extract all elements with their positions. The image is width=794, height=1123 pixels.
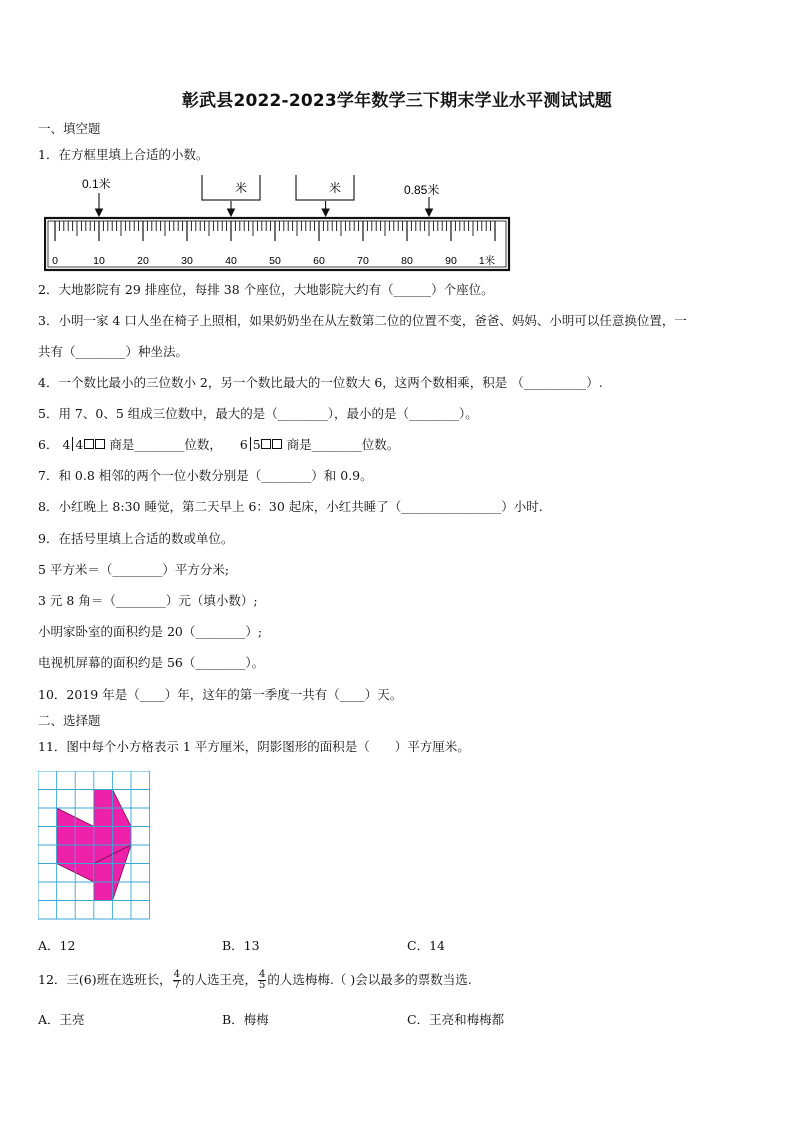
question-8: 8．小红晚上 8:30 睡觉，第二天早上 6：30 起床，小红共睡了（________________）小时. bbox=[38, 499, 543, 514]
division-2-divisor: 6 bbox=[239, 437, 248, 452]
question-11-option-c[interactable]: C．14 bbox=[407, 938, 445, 953]
digit-box bbox=[261, 439, 271, 449]
division-1-dividend: 4 bbox=[75, 437, 84, 452]
fraction-numerator: 4 bbox=[259, 969, 266, 980]
pointer-arrow-head bbox=[228, 209, 235, 216]
ruler-tick-label: 40 bbox=[225, 255, 237, 267]
section-fill-in-heading: 一、填空题 bbox=[38, 121, 101, 136]
question-11-option-a[interactable]: A．12 bbox=[38, 938, 76, 953]
division-2-dividend: 5 bbox=[252, 437, 261, 452]
question-12-option-a[interactable]: A．王亮 bbox=[38, 1012, 85, 1027]
pointer-arrow-head bbox=[426, 209, 433, 216]
division-bracket bbox=[250, 437, 251, 451]
question-11-option-b[interactable]: B．13 bbox=[222, 938, 260, 953]
question-10: 10．2019 年是（____）年，这年的第一季度一共有（____）天。 bbox=[38, 687, 403, 702]
page-title: 彰武县2022-2023学年数学三下期末学业水平测试试题 bbox=[181, 91, 613, 111]
division-1-divisor: 4 bbox=[62, 437, 71, 452]
answer-box-2[interactable] bbox=[296, 175, 354, 200]
question-12 bbox=[38, 970, 472, 991]
question-9c: 小明家卧室的面积约是 20（________）; bbox=[38, 624, 263, 639]
ruler-arrows bbox=[96, 193, 433, 216]
fraction-four-sevenths bbox=[173, 970, 181, 991]
question-12-option-b[interactable]: B．梅梅 bbox=[222, 1012, 269, 1027]
ruler-tick-label: 90 bbox=[445, 255, 457, 267]
question-9d: 电视机屏幕的面积约是 56（________）。 bbox=[38, 655, 265, 670]
fraction-numerator: 4 bbox=[173, 969, 180, 980]
division-2 bbox=[240, 437, 283, 452]
fraction-denominator: 5 bbox=[259, 980, 266, 991]
ruler-tick-label: 0 bbox=[52, 255, 58, 267]
ruler-tick-labels bbox=[52, 254, 496, 267]
question-9a: 5 平方米＝（________）平方分米; bbox=[38, 562, 230, 577]
question-5: 5．用 7、0、5 组成三位数中，最大的是（________），最小的是（________）。 bbox=[38, 406, 478, 421]
ruler-tick-label: 30 bbox=[181, 255, 193, 267]
question-1: 1．在方框里填上合适的小数。 bbox=[38, 147, 209, 162]
digit-box bbox=[95, 439, 105, 449]
answer-box-1-unit: 米 bbox=[235, 181, 248, 195]
ruler-label-right: 0.85米 bbox=[404, 183, 440, 197]
fraction-denominator: 7 bbox=[173, 980, 180, 991]
division-1 bbox=[62, 437, 105, 452]
ruler-figure bbox=[44, 175, 514, 273]
ruler-tick-label: 70 bbox=[357, 255, 369, 267]
question-4: 4．一个数比最小的三位数小 2，另一个数比最大的一位数大 6，这两个数相乘，积是 （__________）. bbox=[38, 375, 603, 390]
answer-box-2-unit: 米 bbox=[329, 181, 342, 195]
grid-figure bbox=[38, 771, 152, 921]
pointer-arrow-head bbox=[96, 209, 103, 216]
ruler-tick-label: 20 bbox=[137, 255, 149, 267]
question-11: 11．图中每个小方格表示 1 平方厘米，阴影图形的面积是（ ）平方厘米。 bbox=[38, 739, 470, 754]
answer-box-1[interactable] bbox=[202, 175, 260, 200]
digit-box bbox=[272, 439, 282, 449]
question-12-part-2: 的人选王亮， bbox=[182, 972, 258, 987]
ruler-tick-label: 50 bbox=[269, 255, 281, 267]
pointer-arrow-head bbox=[322, 209, 329, 216]
digit-box bbox=[84, 439, 94, 449]
question-12-option-c[interactable]: C．王亮和梅梅都 bbox=[407, 1012, 505, 1027]
question-12-part-3: 的人选梅梅.（ )会以最多的票数当选. bbox=[267, 972, 472, 987]
ruler-tick-label: 10 bbox=[93, 255, 105, 267]
question-6-number: 6． bbox=[38, 437, 59, 452]
ruler-tick-label: 60 bbox=[313, 255, 325, 267]
fraction-four-fifths bbox=[258, 970, 266, 991]
question-9b: 3 元 8 角＝（________）元（填小数）; bbox=[38, 593, 258, 608]
question-6-part-1: 商是________位数， bbox=[109, 437, 222, 452]
question-9: 9．在括号里填上合适的数或单位。 bbox=[38, 531, 234, 546]
section-choice-heading: 二、选择题 bbox=[38, 713, 101, 728]
question-3-line-2: 共有（________）种坐法。 bbox=[38, 344, 189, 359]
question-2: 2．大地影院有 29 排座位，每排 38 个座位，大地影院大约有（______）个座位。 bbox=[38, 282, 494, 297]
question-6-part-2: 商是________位数。 bbox=[286, 437, 400, 452]
question-6 bbox=[38, 437, 399, 453]
ruler-tick-label: 1米 bbox=[478, 255, 496, 267]
question-3-line-1: 3．小明一家 4 口人坐在椅子上照相，如果奶奶坐在从左数第二位的位置不变，爸爸、妈妈、小明可以任意换位置，一 bbox=[38, 313, 687, 328]
question-7: 7．和 0.8 相邻的两个一位小数分别是（________）和 0.9。 bbox=[38, 468, 373, 483]
ruler-ticks bbox=[55, 221, 495, 241]
ruler-tick-label: 80 bbox=[401, 255, 413, 267]
division-bracket bbox=[72, 437, 73, 451]
ruler-label-left: 0.1米 bbox=[82, 177, 111, 191]
question-12-part-1: 12．三(6)班在选班长， bbox=[38, 972, 172, 987]
